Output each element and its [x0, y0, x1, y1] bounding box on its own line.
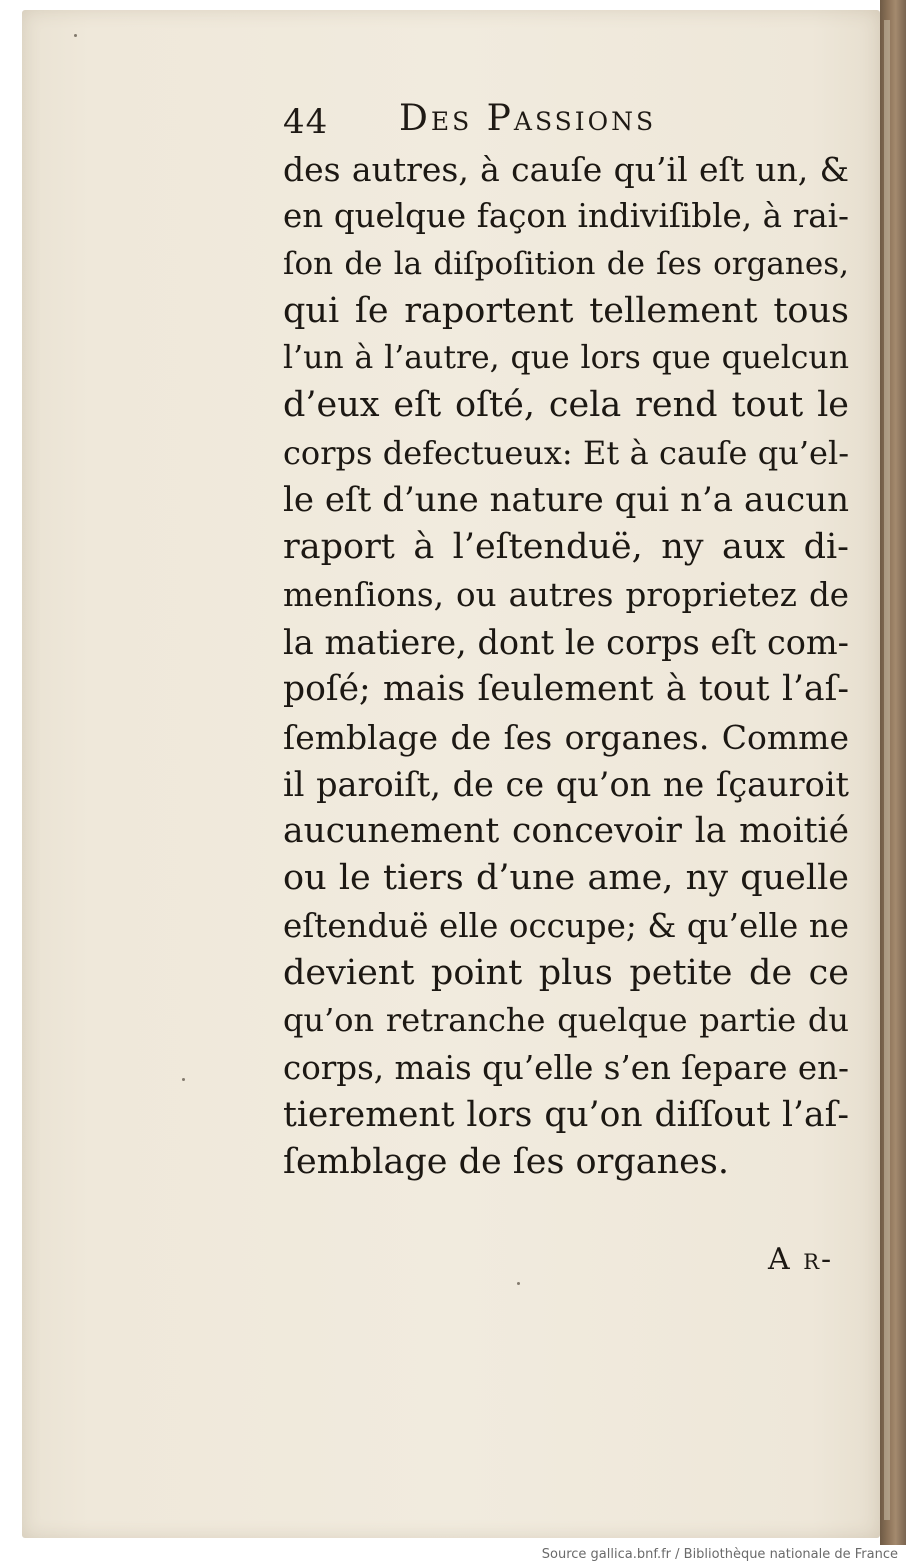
text-line: corps defectueux: Et à cauſe qu’el-: [283, 433, 849, 472]
text-line: l’un à l’autre, que lors que quelcun: [283, 340, 849, 377]
text-line: qu’on retranche quelque partie du: [283, 1001, 849, 1040]
binding-edge-highlight: [884, 20, 890, 1520]
text-line: il paroiſt, de ce qu’on ne ſçauroit: [283, 764, 849, 804]
catchword: A r-: [768, 1242, 834, 1277]
text-line: d’eux eſt oſté, cela rend tout le: [283, 385, 849, 426]
text-line-last: ſemblage de ſes organes.: [283, 1142, 729, 1183]
text-line: eſtenduë elle occupe; & qu’elle ne: [283, 906, 849, 945]
text-line: ou le tiers d’une ame, ny quelle: [283, 858, 849, 899]
paper-speck: [182, 1078, 185, 1081]
text-line: ſemblage de ſes organes. Comme: [283, 717, 849, 757]
source-attribution: Source gallica.bnf.fr / Bibliothèque nationale de France: [541, 1547, 898, 1562]
text-line: aucunement concevoir la moitié: [283, 811, 849, 852]
body-text: [283, 146, 849, 1187]
page-number: 44: [283, 102, 329, 142]
text-line: menſions, ou autres proprietez de: [283, 575, 849, 614]
text-line: en quelque façon indiviſible, à rai-: [283, 197, 849, 236]
text-line: le eſt d’une nature qui n’a aucun: [283, 480, 849, 521]
text-line: qui ſe raportent tellement tous: [283, 290, 849, 331]
paper-speck: [517, 1282, 520, 1285]
text-line: la matiere, dont le corps eſt com-: [283, 622, 849, 662]
text-line: des autres, à cauſe qu’il eſt un, &: [283, 150, 849, 189]
text-line: corps, mais qu’elle s’en ſepare en-: [283, 1048, 849, 1087]
text-line: tierement lors qu’on diſſout l’aſ-: [283, 1094, 849, 1135]
text-line: raport à l’eſtenduë, ny aux di-: [283, 527, 849, 568]
text-line: poſé; mais ſeulement à tout l’aſ-: [283, 669, 849, 710]
text-line: ſon de la diſpoſition de ſes organes,: [283, 245, 849, 282]
running-title: Des Passions: [399, 98, 657, 139]
source-footer: [0, 1545, 906, 1566]
page-header: [283, 98, 753, 146]
text-line: devient point plus petite de ce: [283, 953, 849, 994]
paper-speck: [74, 34, 77, 37]
